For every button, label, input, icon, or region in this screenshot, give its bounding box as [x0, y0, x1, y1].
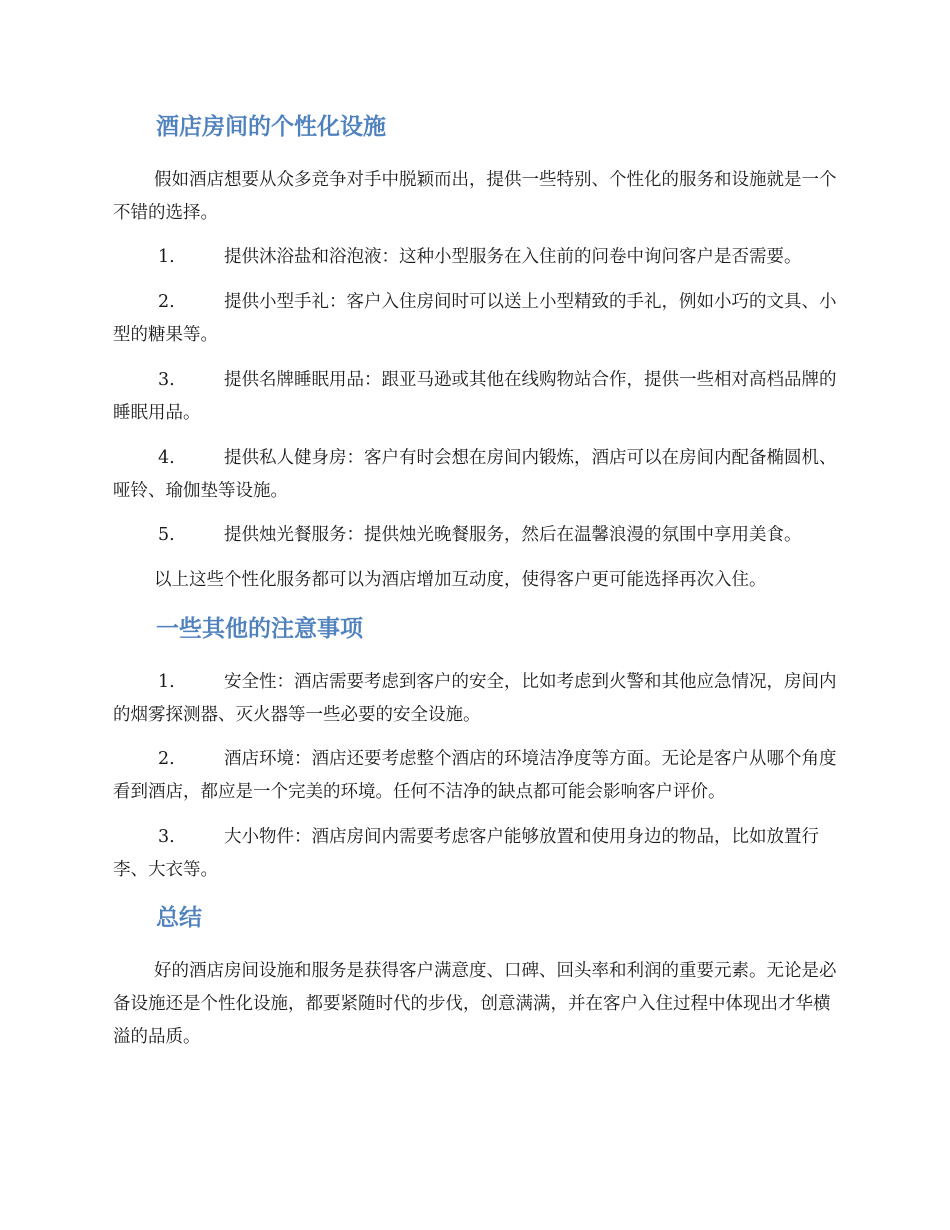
list-item — [113, 241, 840, 274]
section-heading-summary: 总结 — [156, 905, 202, 931]
list-number: 2. — [158, 292, 175, 312]
intro-paragraph: 假如酒店想要从众多竞争对手中脱颖而出，提供一些特别、个性化的服务和设施就是一个不错的选择。 — [113, 170, 837, 223]
list-item — [113, 519, 840, 552]
summary-paragraph: 好的酒店房间设施和服务是获得客户满意度、口碑、回头率和利润的重要元素。无论是必备设施还是个性化设施，都要紧随时代的步伐，创意满满，并在客户入住过程中体现出才华横溢的品质。 — [113, 961, 837, 1047]
list-text: 提供沐浴盐和浴泡液：这种小型服务在入住前的问卷中询问客户是否需要。 — [224, 247, 802, 267]
section-heading-personalized-facilities: 酒店房间的个性化设施 — [156, 114, 386, 140]
list-text: 安全性：酒店需要考虑到客户的安全，比如考虑到火警和其他应急情况，房间内的烟雾探测器、灭火器等一些必要的安全设施。 — [113, 672, 837, 725]
list-number: 3. — [158, 370, 175, 390]
list-number: 3. — [158, 827, 175, 847]
list-number: 4. — [158, 448, 175, 468]
list-item — [113, 743, 840, 809]
list-number: 1. — [158, 672, 175, 692]
section-heading-other-notes: 一些其他的注意事项 — [156, 616, 363, 642]
list-item — [113, 442, 840, 508]
list-item — [113, 364, 840, 430]
list-text: 提供私人健身房：客户有时会想在房间内锻炼，酒店可以在房间内配备椭圆机、哑铃、瑜伽垫等设施。 — [113, 448, 837, 501]
list-number: 5. — [158, 525, 175, 545]
list-text: 提供烛光餐服务：提供烛光晚餐服务，然后在温馨浪漫的氛围中享用美食。 — [224, 525, 802, 545]
list-item — [113, 666, 840, 732]
list-text: 提供小型手礼：客户入住房间时可以送上小型精致的手礼，例如小巧的文具、小型的糖果等。 — [113, 292, 837, 345]
list-number: 2. — [158, 749, 175, 769]
list-text: 提供名牌睡眠用品：跟亚马逊或其他在线购物站合作，提供一些相对高档品牌的睡眠用品。 — [113, 370, 837, 423]
list-text: 酒店环境：酒店还要考虑整个酒店的环境洁净度等方面。无论是客户从哪个角度看到酒店，都应是一个完美的环境。任何不洁净的缺点都可能会影响客户评价。 — [113, 749, 837, 802]
list-item — [113, 821, 840, 887]
outro-paragraph: 以上这些个性化服务都可以为酒店增加互动度，使得客户更可能选择再次入住。 — [154, 570, 767, 590]
list-text: 大小物件：酒店房间内需要考虑客户能够放置和使用身边的物品，比如放置行李、大衣等。 — [113, 827, 819, 880]
list-number: 1. — [158, 247, 175, 267]
list-item — [113, 286, 840, 352]
